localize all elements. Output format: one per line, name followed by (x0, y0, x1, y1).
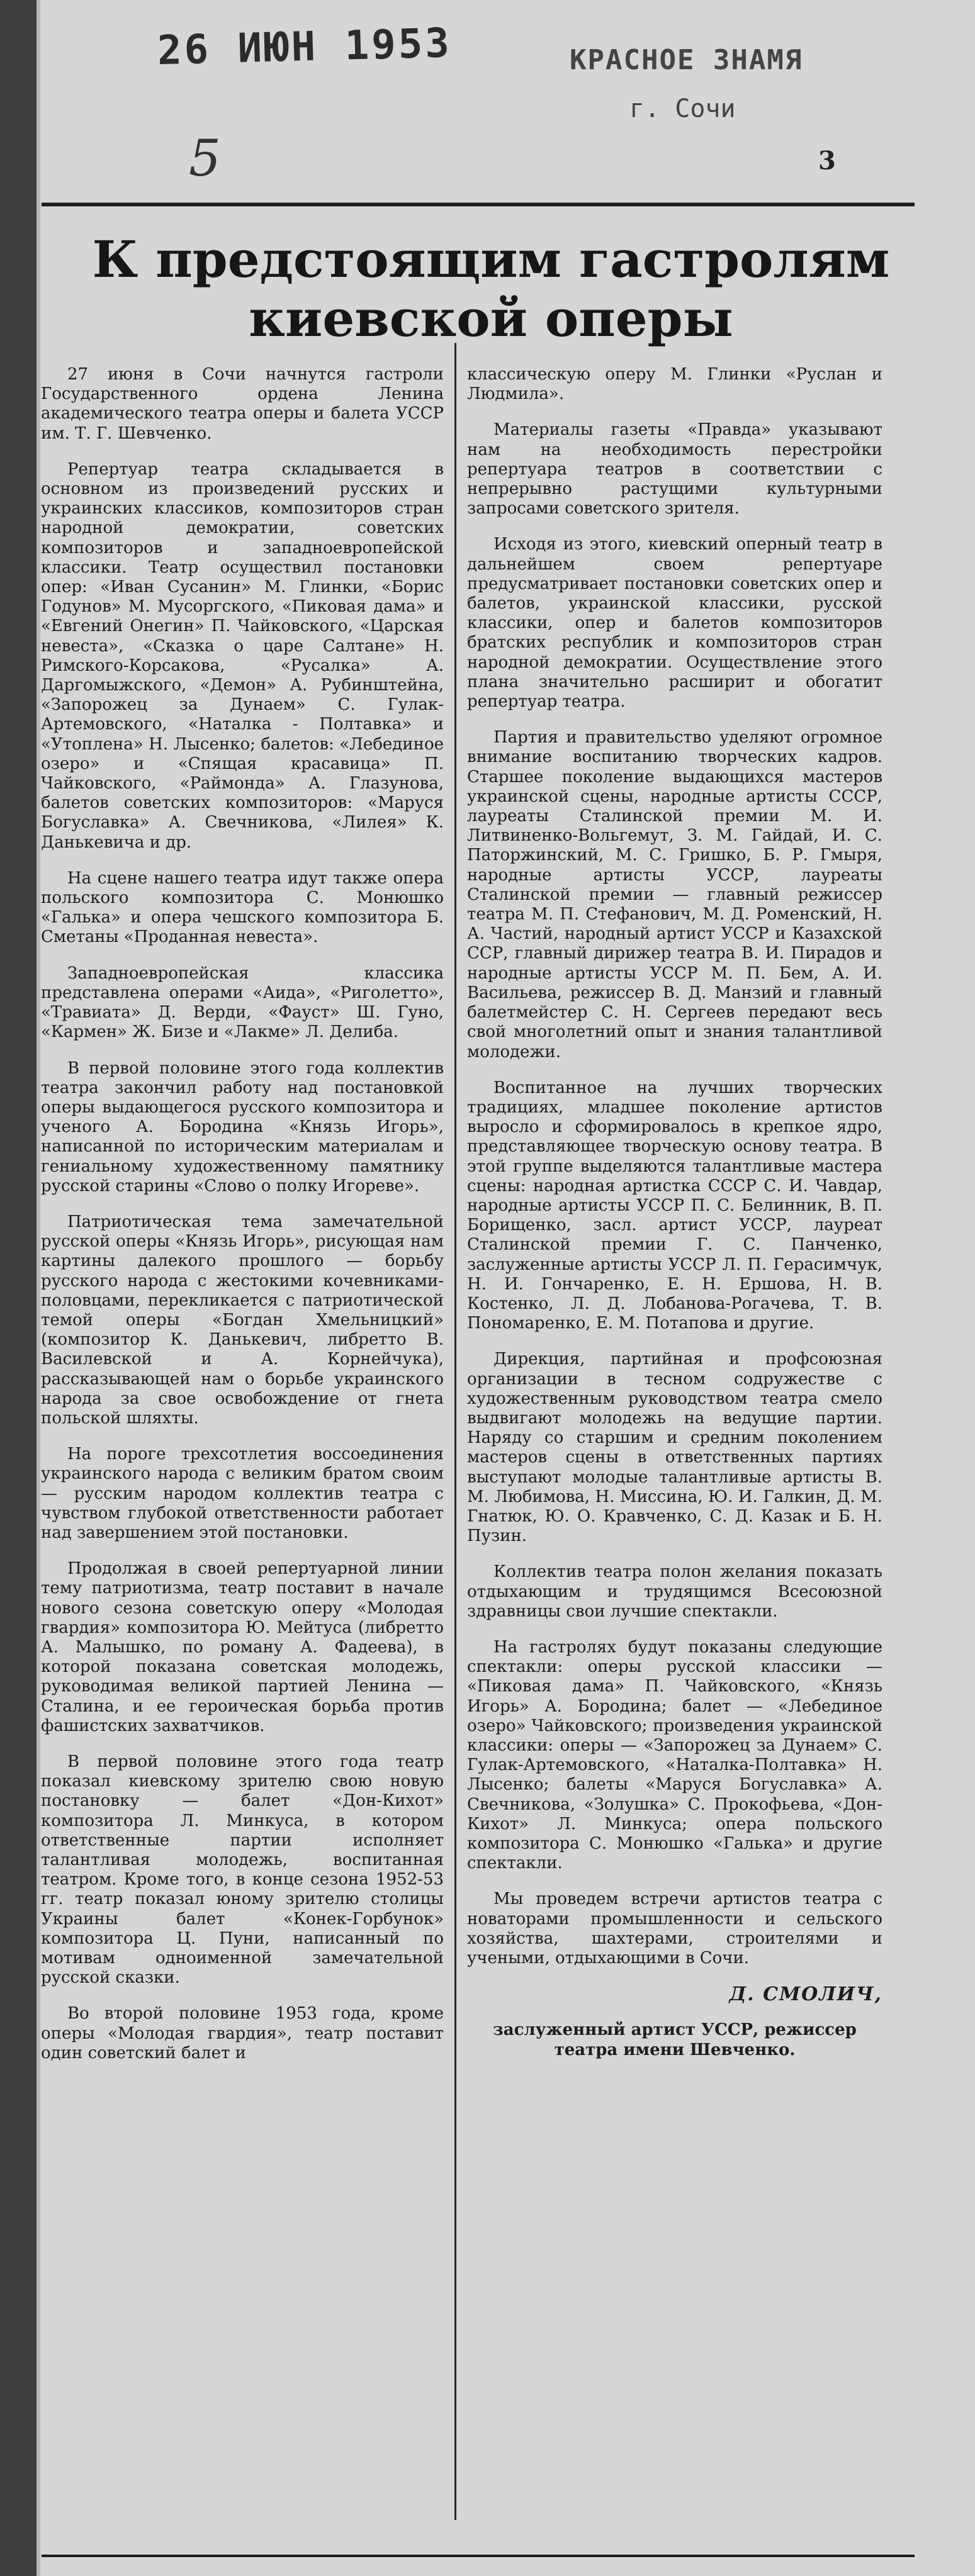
paragraph: классическую оперу М. Глинки «Руслан и Людмила». (467, 365, 882, 404)
paragraph: На гастролях будут показаны следующие спектакли: оперы русской классики — «Пиковая дама» П. Чайковского, «Князь Игорь» А. Бородина; балет — «Лебединое озеро» Чайковского; произведения украинской классики: оперы — «Запорожец за Дунаем» С. Гулак-Артемовского, «Наталка-Полтавка» Н. Лысенко; балеты «Маруся Богуславка» А. Свечникова, «Золушка» С. Прокофьева, «Дон-Кихот» Л. Минкуса; опера польского композитора С. Монюшко «Галька» и другие спектакли. (467, 1637, 882, 1873)
paragraph: Патриотическая тема замечательной русской оперы «Князь Игорь», рисующая нам картины далекого прошлого — борьбу русского народа с жестокими кочевниками-половцами, перекликается с патриотической темой оперы «Богдан Хмельницкий» (композитор К. Данькевич, либретто В. Василевской и А. Корнейчука), рассказывающей нам о борьбе украинского народа за свое освобождение от гнета польской шляхты. (41, 1212, 444, 1428)
paragraph: На пороге трехсотлетия воссоединения украинского народа с великим братом своим — русским народом коллектив театра с чувством глубокой ответственности работает над завершением этой постановки. (41, 1445, 444, 1542)
bottom-rule (42, 2555, 915, 2557)
paragraph: Репертуар театра складывается в основном из произведений русских и украинских классиков, композиторов стран народной демократии, советских композиторов и западноевропейской классики. Театр осуществил постановки опер: «Иван Сусанин» М. Глинки, «Борис Годунов» М. Мусоргского, «Пиковая дама» и «Евгений Онегин» П. Чайковского, «Царская невеста», «Сказка о царе Салтане» Н. Римского-Корсакова, «Русалка» А. Даргомыжского, «Демон» А. Рубинштейна, «Запорожец за Дунаем» С. Гулак-Артемовского, «Наталка - Полтавка» и «Утоплена» Н. Лысенко; балетов: «Лебединое озеро» и «Спящая красавица» П. Чайковского, «Раймонда» А. Глазунова, балетов советских композиторов: «Маруся Богуславка» А. Свечникова, «Лилея» К. Данькевича и др. (41, 459, 444, 852)
paragraph: Продолжая в своей репертуарной линии тему патриотизма, театр поставит в начале нового сезона советскую оперу «Молодая гвардия» композитора Ю. Мейтуса (либретто А. Малышко, по роману А. Фадеева), в которой показана советская молодежь, руководимая великой партией Ленина — Сталина, и ее героическая борьба против фашистских захватчиков. (41, 1559, 444, 1735)
paragraph: Коллектив театра полон желания показать отдыхающим и трудящимся Всесоюзной здравницы свои лучшие спектакли. (467, 1562, 882, 1621)
top-rule (42, 203, 915, 206)
author-title: заслуженный артист УССР, режиссер театра имени Шевченко. (493, 2020, 857, 2059)
paragraph: Партия и правительство уделяют огромное внимание воспитанию творческих кадров. Старшее поколение выдающихся мастеров украинской сцены, народные артисты СССР, лауреаты Сталинской премии М. И. Литвиненко-Вольгемут, З. М. Гайдай, И. С. Паторжинский, М. С. Гришко, Б. Р. Гмыря, народные артисты УССР, лауреаты Сталинской премии — главный режиссер театра М. П. Стефанович, М. Д. Роменский, Н. А. Частий, народный артист УССР и Казахской ССР, главный дирижер театра В. И. Пирадов и народные артисты УССР М. П. Бем, А. И. Васильева, режиссер В. Д. Манзий и главный балетмейстер С. Н. Сергеев передают весь свой многолетний опыт и знания талантливой молодежи. (467, 728, 882, 1061)
paragraph: Исходя из этого, киевский оперный театр в дальнейшем своем репертуаре предусматривает постановки советских опер и балетов, украинской классики, русской классики, опер и балетов композиторов братских республик и композиторов стран народной демократии. Осуществление этого плана значительно расширит и обогатит репертуар театра. (467, 535, 882, 712)
paragraph: В первой половине этого года коллектив театра закончил работу над постановкой оперы выдающегося русского композитора и ученого А. Бородина «Князь Игорь», написанной по историческим материалам и гениальному художественному памятнику русской старины «Слово о полку Игореве». (41, 1058, 444, 1196)
date-stamp: 26 ИЮН 1953 (157, 20, 453, 75)
paragraph: На сцене нашего театра идут также опера польского композитора С. Монюшко «Галька» и опера чешского композитора Б. Сметаны «Проданная невеста». (41, 868, 444, 947)
article-title: К предстоящим гастролям киевской оперы (92, 230, 890, 348)
paragraph: Воспитанное на лучших творческих традициях, младшее поколение артистов выросло и сформировалось в крепкое ядро, представляющее творческую основу театра. В этой группе выделяются талантливые мастера сцены: народная артистка СССР С. И. Чавдар, народные артисты УССР П. С. Белинник, В. П. Борищенко, засл. артист УССР, лауреат Сталинской премии Г. С. Панченко, заслуженные артисты УССР Л. П. Герасимчук, Н. И. Гончаренко, Е. Н. Ершова, Н. В. Костенко, Л. Д. Лобанова-Рогачева, Т. В. Пономаренко, Е. М. Потапова и другие. (467, 1078, 882, 1333)
paragraph: 27 июня в Сочи начнутся гастроли Государственного ордена Ленина академического театра оперы и балета УССР им. Т. Г. Шевченко. (41, 365, 444, 443)
newspaper-name-stamp: КРАСНОЕ ЗНАМЯ (570, 44, 803, 76)
handwritten-number: 5 (189, 129, 221, 188)
paragraph: Мы проведем встречи артистов театра с новаторами промышленности и сельского хозяйства, шахтерами, строителями и учеными, отдыхающими в Сочи. (467, 1890, 882, 1968)
paragraph: Дирекция, партийная и профсоюзная организации в тесном содружестве с художественным руководством театра смело выдвигают молодежь на ведущие партии. Наряду со старшим и средним поколением мастеров сцены в ответственных партиях выступают молодые талантливые артисты В. М. Любимова, Н. Миссина, Ю. И. Галкин, Д. М. Гнатюк, Ю. О. Кравченко, С. Д. Казак и Б. Н. Пузин. (467, 1350, 882, 1546)
article-column-left (41, 365, 444, 2080)
column-divider (454, 343, 456, 2520)
paragraph: Материалы газеты «Правда» указывают нам на необходимость перестройки репертуара театров в соответствии с непрерывно растущими культурными запросами советского зрителя. (467, 420, 882, 518)
article-column-right (467, 365, 882, 2060)
page-number: 3 (818, 146, 836, 176)
city-stamp: г. Сочи (629, 94, 736, 123)
paragraph: Во второй половине 1953 года, кроме оперы «Молодая гвардия», театр поставит один советский балет и (41, 2004, 444, 2063)
paragraph: Западноевропейская классика представлена операми «Аида», «Риголетто», «Травиата» Д. Верди, «Фауст» Ш. Гуно, «Кармен» Ж. Бизе и «Лакме» Л. Делиба. (41, 963, 444, 1042)
author-name: Д. СМОЛИЧ, (729, 1983, 882, 2006)
paragraph: В первой половине этого года театр показал киевскому зрителю свою новую постановку — балет «Дон-Кихот» композитора Л. Минкуса, в котором ответственные партии исполняет талантливая молодежь, воспитанная театром. Кроме того, в конце сезона 1952-53 гг. театр показал юному зрителю столицы Украины балет «Конек-Горбунок» композитора Ц. Пуни, написанный по мотивам одноименной замечательной русской сказки. (41, 1752, 444, 1988)
